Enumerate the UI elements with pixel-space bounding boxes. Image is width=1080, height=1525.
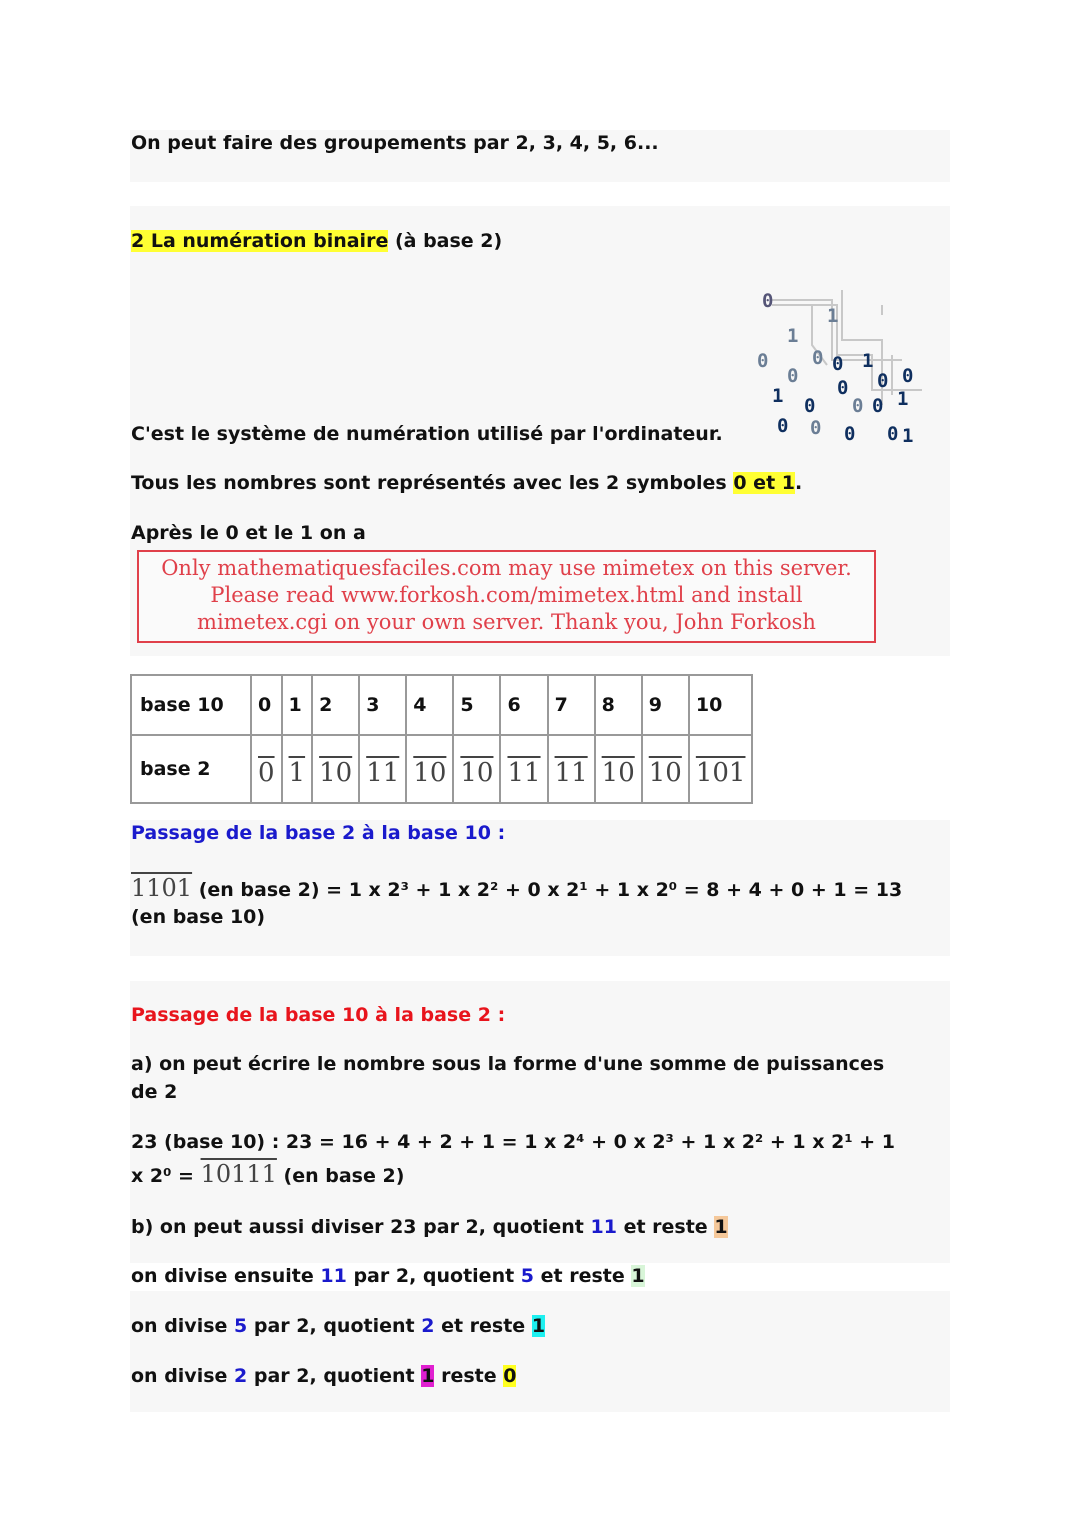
table-row: [131, 735, 752, 803]
table-cell: 0: [251, 735, 282, 803]
step-text: b) on peut aussi diviser 23 par 2, quotient: [131, 1216, 591, 1238]
table-cell: 10: [595, 735, 642, 803]
division-step: [131, 1216, 728, 1238]
table-cell: 10: [453, 735, 500, 803]
dividend: 11: [320, 1265, 347, 1287]
equation-text: (en base 2) = 1 x 2³ + 1 x 2² + 0 x 2¹ + 1 x 2⁰ = 8 + 4 + 0 + 1 = 13: [192, 879, 903, 901]
table-row: [131, 675, 752, 735]
table-cell: 9: [642, 675, 689, 735]
dividend: 2: [234, 1365, 248, 1387]
notice-line: mimetex.cgi on your own server. Thank you, John Forkosh: [197, 610, 816, 634]
step-text: on divise: [131, 1315, 235, 1337]
row-label: base 2: [131, 735, 251, 803]
remainder: 1: [631, 1265, 645, 1287]
binary-circuit-image: 0 1 1 0 0 0 0 1 0 0 0 1 0 0 0 1 0 0 0 0 1: [752, 285, 927, 445]
table-cell: 1: [282, 735, 313, 803]
quotient: 11: [590, 1216, 617, 1238]
table-cell: 3: [359, 675, 406, 735]
binary-description: C'est le système de numération utilisé par l'ordinateur.: [131, 423, 723, 445]
method-a-line1: a) on peut écrire le nombre sous la forme d'une somme de puissances: [131, 1053, 885, 1075]
table-cell: 5: [453, 675, 500, 735]
symbols-text: Tous les nombres sont représentés avec les 2 symboles: [131, 472, 734, 494]
section3-title: Passage de la base 2 à la base 10 :: [131, 822, 506, 844]
division-step: [131, 1365, 516, 1387]
step-text: et reste: [434, 1315, 532, 1337]
table-cell: 11: [548, 735, 595, 803]
method-a-line2: de 2: [131, 1081, 178, 1103]
table-cell: 11: [359, 735, 406, 803]
remainder: 1: [531, 1315, 546, 1337]
notice-line: Please read www.forkosh.com/mimetex.html and install: [210, 583, 803, 607]
table-cell: 2: [312, 675, 359, 735]
remainder: 1: [714, 1216, 728, 1238]
step-text: par 2, quotient: [247, 1315, 422, 1337]
table-cell: 101: [689, 735, 753, 803]
step-text: par 2, quotient: [247, 1365, 422, 1387]
table-cell: 10: [689, 675, 753, 735]
symbols-highlight: 0 et 1: [733, 472, 795, 494]
symbols-line: [131, 472, 802, 494]
steps-panel: [130, 1291, 950, 1412]
table-cell: 6: [500, 675, 547, 735]
row-label: base 10: [131, 675, 251, 735]
step-text: et reste: [616, 1216, 715, 1238]
mimetex-notice: [137, 550, 876, 643]
division-step: [131, 1265, 645, 1287]
table-cell: 11: [500, 735, 547, 803]
table-cell: 10: [642, 735, 689, 803]
section-title-rest: (à base 2): [388, 230, 503, 252]
step-text: on divise ensuite: [131, 1265, 321, 1287]
section-title-highlight: 2 La numération binaire: [131, 230, 389, 252]
step-text: et reste: [534, 1265, 632, 1287]
table-cell: 0: [251, 675, 282, 735]
intro-text: On peut faire des groupements par 2, 3, 4, 5, 6...: [131, 132, 659, 154]
table-cell: 10: [406, 735, 453, 803]
table-cell: 7: [548, 675, 595, 735]
notice-line: Only mathematiquesfaciles.com may use mimetex on this server.: [161, 556, 852, 580]
binary-number: 1101: [131, 874, 193, 902]
step-text: par 2, quotient: [346, 1265, 521, 1287]
after-line: Après le 0 et le 1 on a: [131, 522, 366, 544]
binary-number: 10111: [200, 1160, 277, 1188]
table-cell: 10: [312, 735, 359, 803]
step-text: on divise: [131, 1365, 235, 1387]
division-step: [131, 1315, 545, 1337]
remainder: 0: [503, 1365, 517, 1387]
section3-equation-cont: (en base 10): [131, 906, 266, 928]
section-title: [131, 230, 502, 252]
section4-title: Passage de la base 10 à la base 2 :: [131, 1004, 506, 1026]
symbols-suffix: .: [794, 472, 803, 494]
quotient: 1: [421, 1365, 435, 1387]
table-cell: 4: [406, 675, 453, 735]
table-cell: 8: [595, 675, 642, 735]
quotient: 5: [520, 1265, 535, 1287]
step-text: reste: [434, 1365, 504, 1387]
sum-equation-line2: [131, 1160, 404, 1188]
section3-equation: [131, 874, 902, 902]
eq-suffix: (en base 2): [276, 1165, 405, 1187]
table-cell: 1: [282, 675, 313, 735]
base-conversion-table: [130, 674, 753, 804]
quotient: 2: [421, 1315, 435, 1337]
sum-equation-line1: 23 (base 10) : 23 = 16 + 4 + 2 + 1 = 1 x 2⁴ + 0 x 2³ + 1 x 2² + 1 x 2¹ + 1: [131, 1131, 896, 1153]
dividend: 5: [234, 1315, 248, 1337]
eq-prefix: x 2⁰ =: [131, 1165, 201, 1187]
